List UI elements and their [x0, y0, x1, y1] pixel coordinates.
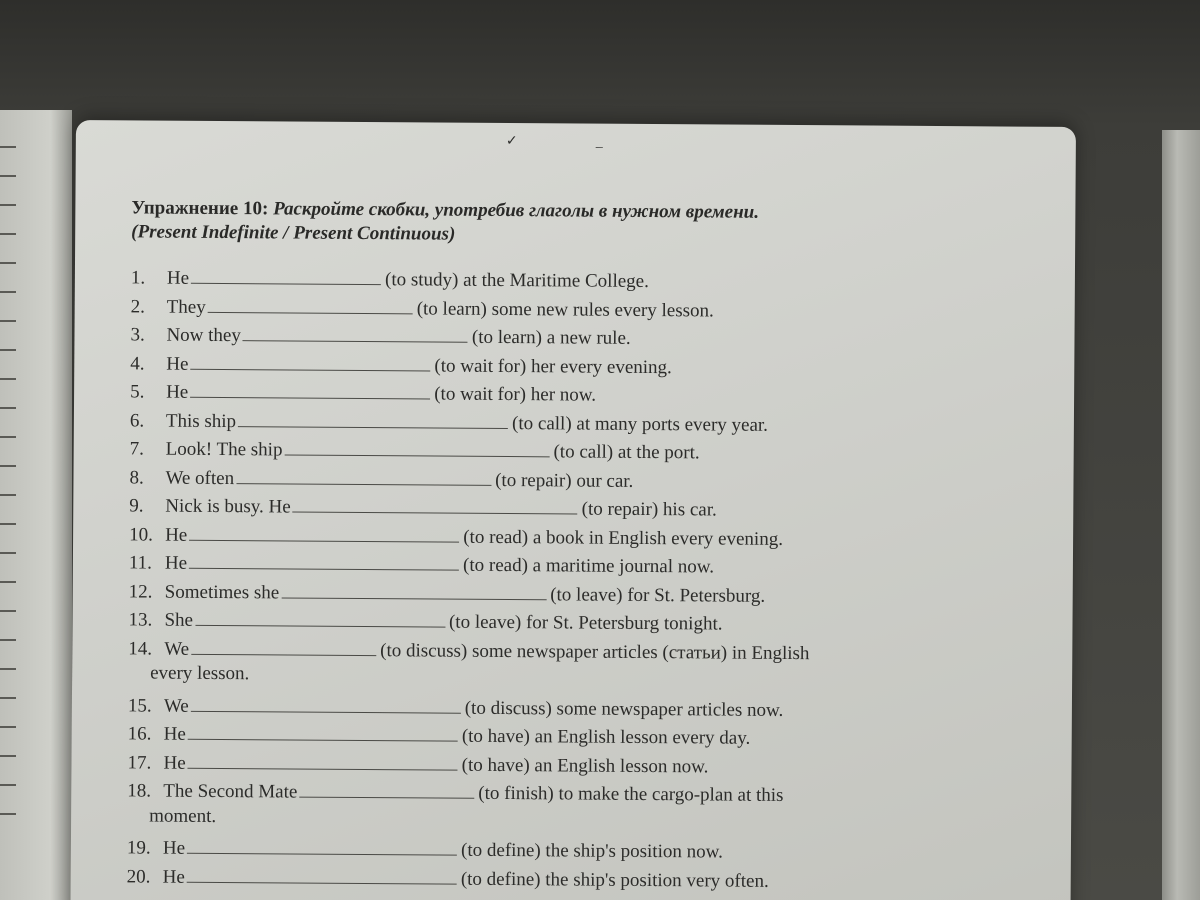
item-verb-prompt: (to call) at many ports every year. [512, 412, 769, 436]
item-subject: He [166, 267, 190, 289]
answer-blank[interactable] [190, 348, 430, 371]
answer-blank[interactable] [195, 605, 445, 628]
item-verb-prompt: (to read) a book in English every evening. [463, 526, 784, 550]
item-subject: Look! The ship [165, 438, 283, 461]
item-subject: The Second Mate [163, 780, 298, 803]
item-verb-prompt: (to leave) for St. Petersburg. [550, 583, 766, 607]
item-verb-prompt: (to learn) a new rule. [471, 326, 631, 349]
item-subject: Now they [166, 324, 241, 347]
item-continuation: moment. [149, 805, 217, 827]
item-number: 5. [130, 381, 145, 403]
item-number: 12. [128, 580, 153, 603]
answer-blank[interactable] [284, 434, 549, 457]
page-edge-line [0, 465, 16, 467]
page-edge-line [0, 262, 16, 264]
answer-blank[interactable] [236, 463, 491, 486]
item-subject: We often [165, 467, 235, 489]
answer-blank[interactable] [191, 633, 376, 655]
item-subject: He [166, 381, 189, 403]
item-continuation: every lesson. [150, 662, 250, 685]
item-verb-prompt: (to read) a maritime journal now. [462, 554, 715, 578]
page-edge-line [0, 581, 16, 583]
item-subject: We [164, 638, 190, 660]
item-number: 17. [127, 751, 152, 774]
item-subject: They [166, 296, 206, 318]
item-number: 16. [127, 723, 152, 745]
page-edge-line [0, 146, 16, 148]
item-subject: She [164, 609, 194, 631]
answer-blank[interactable] [187, 861, 457, 884]
page-edge-line [0, 726, 16, 728]
item-subject: He [166, 353, 189, 375]
ink-mark: ✓ [505, 134, 518, 150]
page-edge-line [0, 639, 16, 641]
page-edge-line [0, 407, 16, 409]
item-number: 19. [126, 837, 151, 859]
item-number: 15. [127, 694, 152, 717]
right-page-edge [1162, 130, 1200, 900]
item-subject: He [162, 837, 186, 859]
page-edge-line [0, 204, 16, 206]
answer-blank[interactable] [243, 320, 468, 343]
item-verb-prompt: (to repair) our car. [495, 469, 634, 492]
item-subject: He [163, 752, 186, 774]
item-number: 7. [129, 438, 145, 460]
item-number: 18. [127, 780, 152, 802]
answer-blank[interactable] [189, 548, 459, 571]
item-number: 1. [130, 267, 146, 289]
answer-blank[interactable] [208, 291, 413, 313]
page-edge-line [0, 320, 16, 322]
item-number: 9. [129, 495, 144, 517]
exercise-tenses: (Present Indefinite / Present Continuous) [131, 221, 456, 245]
item-verb-prompt: (to wait for) her every evening. [434, 355, 672, 378]
item-subject: We [163, 695, 189, 717]
page-edge-line [0, 291, 16, 293]
item-number: 10. [129, 523, 153, 546]
answer-blank[interactable] [238, 406, 508, 429]
item-number: 11. [128, 552, 153, 574]
answer-blank[interactable] [299, 777, 474, 799]
item-verb-prompt: (to study) at the Maritime College. [384, 269, 649, 293]
item-number: 14. [128, 637, 153, 660]
page-edge-line [0, 813, 16, 815]
answer-blank[interactable] [190, 377, 430, 400]
exercise-instruction: Раскройте скобки, употребив глаголы в нужном времени. [273, 198, 760, 223]
exercise-label: Упражнение 10: [131, 197, 269, 220]
item-verb-prompt: (to define) the ship's position now. [460, 839, 723, 863]
page-edge-line [0, 784, 16, 786]
page-edge-line [0, 349, 16, 351]
item-verb-prompt: (to finish) to make the cargo-plan at this [478, 782, 784, 806]
page-edge-line [0, 233, 16, 235]
item-verb-prompt: (to discuss) some newspaper articles now. [464, 697, 784, 721]
answer-blank[interactable] [281, 577, 546, 600]
answer-blank[interactable] [191, 690, 461, 713]
answer-blank[interactable] [293, 492, 578, 515]
item-number: 4. [130, 352, 145, 374]
item-verb-prompt: (to call) at the port. [553, 441, 700, 464]
item-number: 6. [129, 409, 145, 431]
page-edge-line [0, 697, 16, 699]
page-edge-line [0, 755, 16, 757]
item-number: 3. [130, 324, 145, 346]
page-edge-line [0, 378, 16, 380]
exercise-items [127, 262, 1011, 895]
item-verb-prompt: (to learn) some new rules every lesson. [416, 297, 714, 321]
textbook-page [70, 120, 1076, 900]
item-verb-prompt: (to wait for) her now. [434, 383, 597, 406]
answer-blank[interactable] [187, 833, 457, 856]
item-number: 13. [128, 609, 153, 631]
page-edge-line [0, 610, 16, 612]
item-subject: He [164, 552, 188, 574]
item-verb-prompt: (to have) an English lesson now. [461, 754, 709, 777]
item-verb-prompt: (to define) the ship's position very often. [460, 868, 769, 892]
page-edge-line [0, 552, 16, 554]
item-verb-prompt: (to repair) his car. [581, 498, 717, 521]
answer-blank[interactable] [188, 719, 458, 742]
page-edge-line [0, 668, 16, 670]
answer-blank[interactable] [188, 747, 458, 770]
left-page-edge [0, 110, 72, 900]
page-edge-line [0, 175, 16, 177]
item-verb-prompt: (to discuss) some newspaper articles (статьи) in English [380, 639, 810, 664]
item-number: 8. [129, 466, 144, 488]
item-subject: Nick is busy. He [165, 495, 291, 518]
exercise-heading [131, 196, 1031, 250]
item-subject: This ship [165, 410, 237, 432]
item-subject: He [165, 524, 188, 546]
answer-blank[interactable] [191, 263, 381, 285]
exercise-item [127, 861, 1007, 896]
page-edge-line [0, 523, 16, 525]
item-verb-prompt: (to have) an English lesson every day. [461, 725, 751, 749]
item-number: 2. [130, 295, 146, 317]
item-subject: Sometimes she [164, 581, 280, 603]
answer-blank[interactable] [189, 519, 459, 542]
item-subject: He [162, 866, 185, 888]
page-edge-line [0, 494, 16, 496]
item-subject: He [163, 723, 186, 745]
page-edge-line [0, 436, 16, 438]
item-number: 20. [126, 865, 151, 888]
item-verb-prompt: (to leave) for St. Petersburg tonight. [448, 611, 723, 635]
ink-mark: ‒ [595, 139, 603, 155]
